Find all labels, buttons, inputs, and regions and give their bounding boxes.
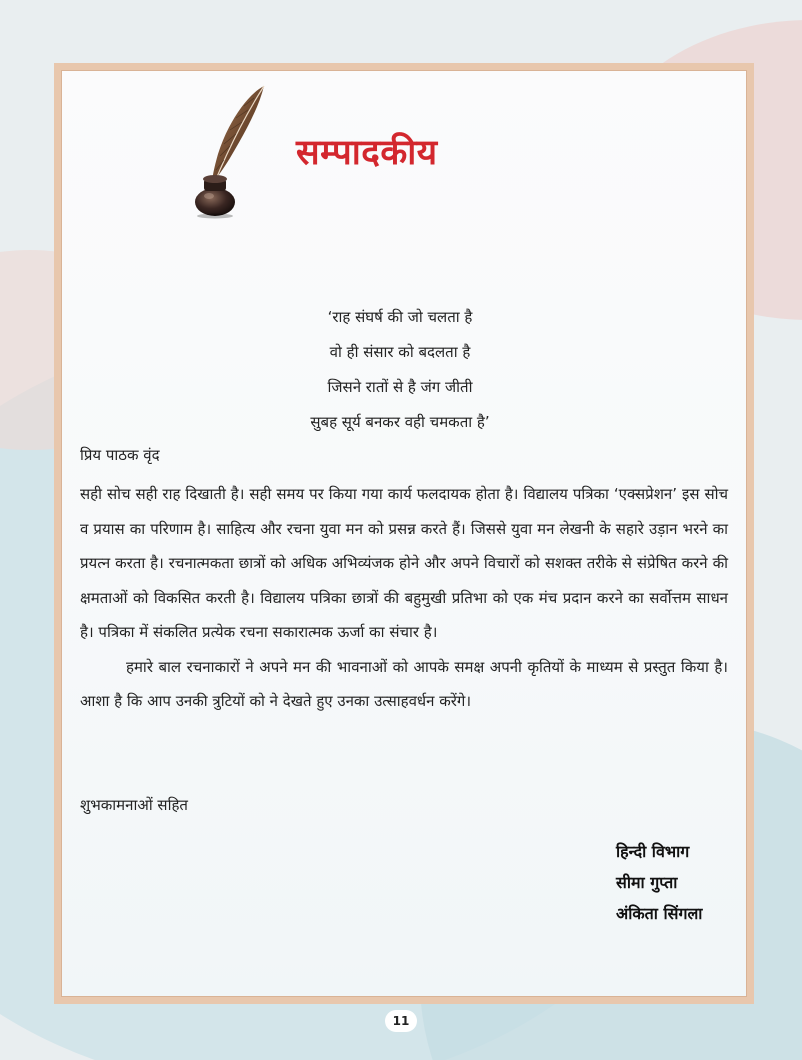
poem-line: ‘राह संघर्ष की जो चलता है: [327, 308, 473, 326]
body-paragraph: हमारे बाल रचनाकारों ने अपने मन की भावनाओं को आपके समक्ष अपनी कृतियों के माध्यम से प्रस्तुत किया है। आशा है कि आप उनकी त्रुटियों को ने देखते हुए उनका उत्साहवर्धन करेंगे।: [80, 657, 728, 710]
quill-and-inkpot-icon: [188, 84, 272, 220]
page-number: 11: [385, 1010, 417, 1032]
poem-line: वो ही संसार को बदलता है: [329, 343, 471, 361]
poem-line: जिसने रातों से है जंग जीती: [327, 378, 473, 396]
letter-body: [80, 477, 728, 719]
signature-name: अंकिता सिंगला: [616, 904, 703, 923]
signature-block: [616, 836, 702, 929]
poem-stanza: [200, 300, 600, 440]
poem-line: सुबह सूर्य बनकर वही चमकता है’: [310, 413, 490, 431]
closing-line: शुभकामनाओं सहित: [80, 796, 188, 814]
body-paragraph: सही सोच सही राह दिखाती है। सही समय पर किया गया कार्य फलदायक होता है। विद्यालय पत्रिका ‘एक्सप्रेशन’ इस सोच व प्रयास का परिणाम है। साहित्य और रचना युवा मन को प्रसन्न करते हैं। जिससे युवा मन लेखनी के सहारे उड़ान भरने का प्रयत्न करता है। रचनात्मकता छात्रों को अधिक अभिव्यंजक होने और अपने विचारों को सशक्त तरीके से संप्रेषित करने की क्षमताओं को विकसित करती है। विद्यालय पत्रिका छात्रों की बहुमुखी प्रतिभा को एक मंच प्रदान करने का सर्वोत्तम साधन है। पत्रिका में संकलित प्रत्येक रचना सकारात्मक ऊर्जा का संचार है।: [80, 485, 728, 641]
signature-name: सीमा गुप्ता: [616, 873, 678, 892]
salutation: प्रिय पाठक वृंद: [80, 446, 160, 464]
signature-department: हिन्दी विभाग: [616, 842, 690, 861]
page-title: सम्पादकीय: [296, 133, 438, 173]
